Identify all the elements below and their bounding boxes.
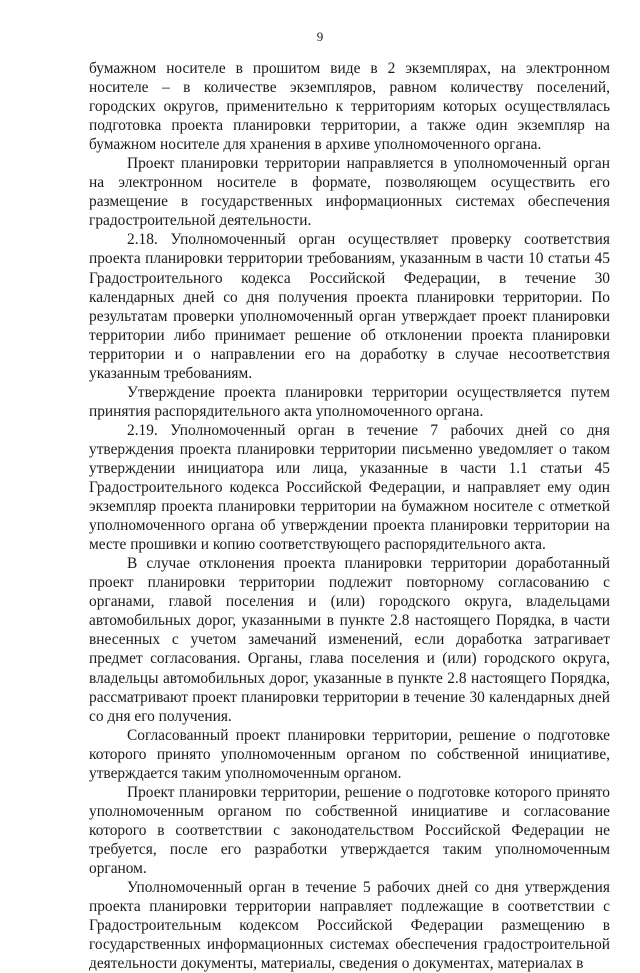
paragraph-publication: Уполномоченный орган в течение 5 рабочих дней со дня утверждения проекта планировки территории направляет подлежащие в соответствии с Градостроительным кодексом Российской Федерации размещению в государственных информационных системах обеспечения градостроительной деятельности документы, материалы, сведения о документах, материалах в [89,879,610,973]
page-number: 9 [316,29,324,44]
paragraph-2-18-review: 2.18. Уполномоченный орган осуществляет проверку соответствия проекта планировки территории требованиям, указанным в части 10 статьи 45 Градостроительного кодекса Российской Федерации, в течение 30 календарных дней со дня получения проекта планировки территории. По результатам проверки уполномоченный орган утверждает проект планировки территории либо принимает решение об отклонении проекта планировки территории и о направлении его на доработку в случае несоответствия указанным требованиям. [89,231,610,382]
paragraph-approval-act: Утверждение проекта планировки территории осуществляется путем принятия распорядительного акта уполномоченного органа. [89,383,610,420]
paragraph-2-19-notification: 2.19. Уполномоченный орган в течение 7 рабочих дней со дня утверждения проекта планировки территории письменно уведомляет о таком утверждении инициатора или лица, указанные в части 1.1 статьи 45 Градостроительного кодекса Российской Федерации, и направляет ему один экземпляр проекта планировки территории на бумажном носителе с отметкой уполномоченного органа об утверждении проекта планировки территории на месте прошивки и копию соответствующего распорядительного акта. [89,421,610,554]
paragraph-electronic-submission: Проект планировки территории направляется в уполномоченный орган на электронном носителе в формате, позволяющем осуществить его размещение в государственных информационных системах обеспечения градостроительной деятельности. [89,155,610,230]
document-body [89,59,610,973]
paragraph-own-initiative-approval: Согласованный проект планировки территории, решение о подготовке которого принято уполномоченным органом по собственной инициативе, утверждается таким уполномоченным органом. [89,726,610,782]
paragraph-no-approval-required: Проект планировки территории, решение о подготовке которого принято уполномоченным органом по собственной инициативе и согласование которого в соответствии с законодательством Российской Федерации не требуется, после его разработки утверждается таким уполномоченным органом. [89,783,610,877]
paragraph-continuation: бумажном носителе в прошитом виде в 2 экземплярах, на электронном носителе – в количестве экземпляров, равном количеству поселений, городских округов, применительно к территориям которых осуществлялась подготовка проекта планировки территории, а также один экземпляр на бумажном носителе для хранения в архиве уполномоченного органа. [89,60,610,154]
paragraph-rejection-reapproval: В случае отклонения проекта планировки территории доработанный проект планировки территории подлежит повторному согласованию с органами, главой поселения и (или) городского округа, владельцами автомобильных дорог, указанными в пункте 2.8 настоящего Порядка, в части внесенных с учетом замечаний изменений, если доработка затрагивает предмет согласования. Органы, глава поселения и (или) городского округа, владельцы автомобильных дорог, указанные в пункте 2.8 настоящего Порядка, рассматривают проект планировки территории в течение 30 календарных дней со дня его получения. [89,555,610,725]
